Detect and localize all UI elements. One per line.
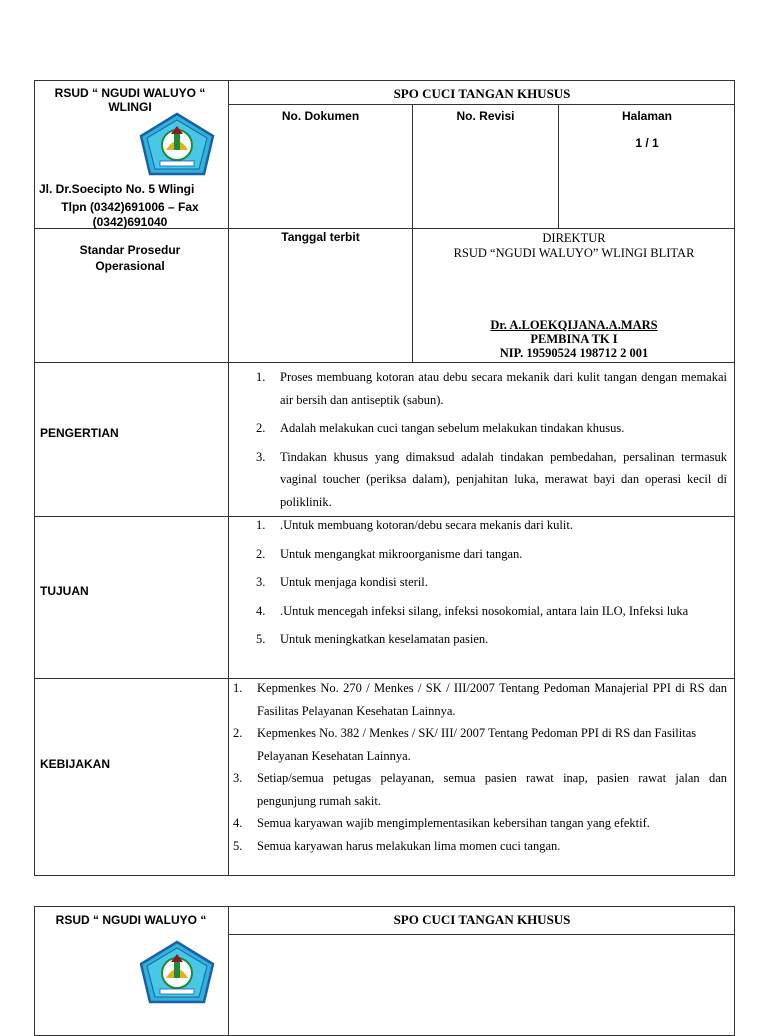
list-item: 3. Tindakan khusus yang dimaksud adalah tindakan pembedahan, persalinan termasuk vaginal toucher (periksa dalam), penjahitan luka, merawat bayi dan operasi kecil di poliklinik. bbox=[256, 449, 727, 509]
kebijakan-list bbox=[233, 677, 727, 857]
divider-next-title bbox=[228, 934, 735, 935]
list-item: 2. Untuk mengangkat mikroorganisme dari tangan. bbox=[256, 546, 523, 561]
signer-name: Dr. A.LOEKQIJANA.A.MARS bbox=[490, 318, 658, 332]
date-label: Tanggal terbit bbox=[281, 230, 360, 244]
tujuan-list bbox=[256, 514, 727, 657]
kebijakan-label: KEBIJAKAN bbox=[40, 757, 111, 771]
divider-sop bbox=[34, 362, 735, 363]
hospital-logo-icon bbox=[138, 112, 216, 178]
hospital-address: Jl. Dr.Soecipto No. 5 Wlingi bbox=[39, 182, 195, 196]
revision-label: No. Revisi bbox=[456, 109, 515, 123]
page-label: Halaman bbox=[621, 109, 673, 123]
list-item: 5. Untuk meningkatkan keselamatan pasien. bbox=[256, 632, 489, 646]
sop-label: Standar Prosedur Operasional bbox=[79, 243, 181, 273]
director-title: DIREKTUR bbox=[542, 231, 606, 245]
pengertian-label: PENGERTIAN bbox=[40, 426, 119, 440]
list-item: 1. .Untuk membuang kotoran/debu secara mekanis dari kulit. bbox=[256, 518, 573, 532]
list-item: 3. Setiap/semua petugas pelayanan, semua pasien rawat inap, pasien rawat jalan dan pengunjung rumah sakit. bbox=[233, 771, 727, 808]
divider-left-col bbox=[228, 80, 229, 876]
hospital-phone: Tlpn (0342)691006 – Fax (0342)691040 bbox=[61, 200, 199, 229]
next-hospital-name: RSUD “ NGUDI WALUYO “ bbox=[55, 913, 207, 927]
list-item: 2. Kepmenkes No. 382 / Menkes / SK/ III/ 2007 Tentang Pedoman PPI di RS dan Fasilitas Pelayanan Kesehatan Lainnya. bbox=[233, 726, 697, 763]
list-item: 1. Kepmenkes No. 270 / Menkes / SK / III/2007 Tentang Pedoman Manajerial PPI di RS dan Fasilitas Pelayanan Kesehatan Lainnya. bbox=[233, 681, 727, 718]
hospital-name: RSUD “ NGUDI WALUYO “ WLINGI bbox=[54, 86, 206, 114]
pengertian-list bbox=[256, 366, 727, 519]
list-item: 4. .Untuk mencegah infeksi silang, infeksi nosokomial, antara lain ILO, Infeksi luka bbox=[256, 603, 689, 618]
director-org: RSUD “NGUDI WALUYO” WLINGI BLITAR bbox=[453, 246, 695, 260]
next-document-title: SPO CUCI TANGAN KHUSUS bbox=[393, 912, 571, 927]
list-item: 5. Semua karyawan harus melakukan lima momen cuci tangan. bbox=[233, 838, 561, 853]
doc-no-label: No. Dokumen bbox=[281, 109, 360, 123]
list-item: 2. Adalah melakukan cuci tangan sebelum melakukan tindakan khusus. bbox=[256, 421, 625, 435]
page-value: 1 / 1 bbox=[635, 136, 659, 150]
tujuan-label: TUJUAN bbox=[40, 584, 89, 598]
document-title: SPO CUCI TANGAN KHUSUS bbox=[393, 86, 571, 101]
list-item: 4. Semua karyawan wajib mengimplementasikan kebersihan tangan yang efektif. bbox=[233, 816, 650, 830]
hospital-logo-icon bbox=[138, 940, 216, 1006]
list-item: 1. Proses membuang kotoran atau debu secara mekanik dari kulit tangan dengan memakai air bersih dan antiseptik (sabun). bbox=[256, 370, 727, 407]
divider-title bbox=[228, 104, 735, 105]
list-item: 3. Untuk menjaga kondisi steril. bbox=[256, 575, 428, 589]
signer-rank: PEMBINA TK I bbox=[530, 332, 618, 346]
signer-nip: NIP. 19590524 198712 2 001 bbox=[499, 346, 649, 360]
